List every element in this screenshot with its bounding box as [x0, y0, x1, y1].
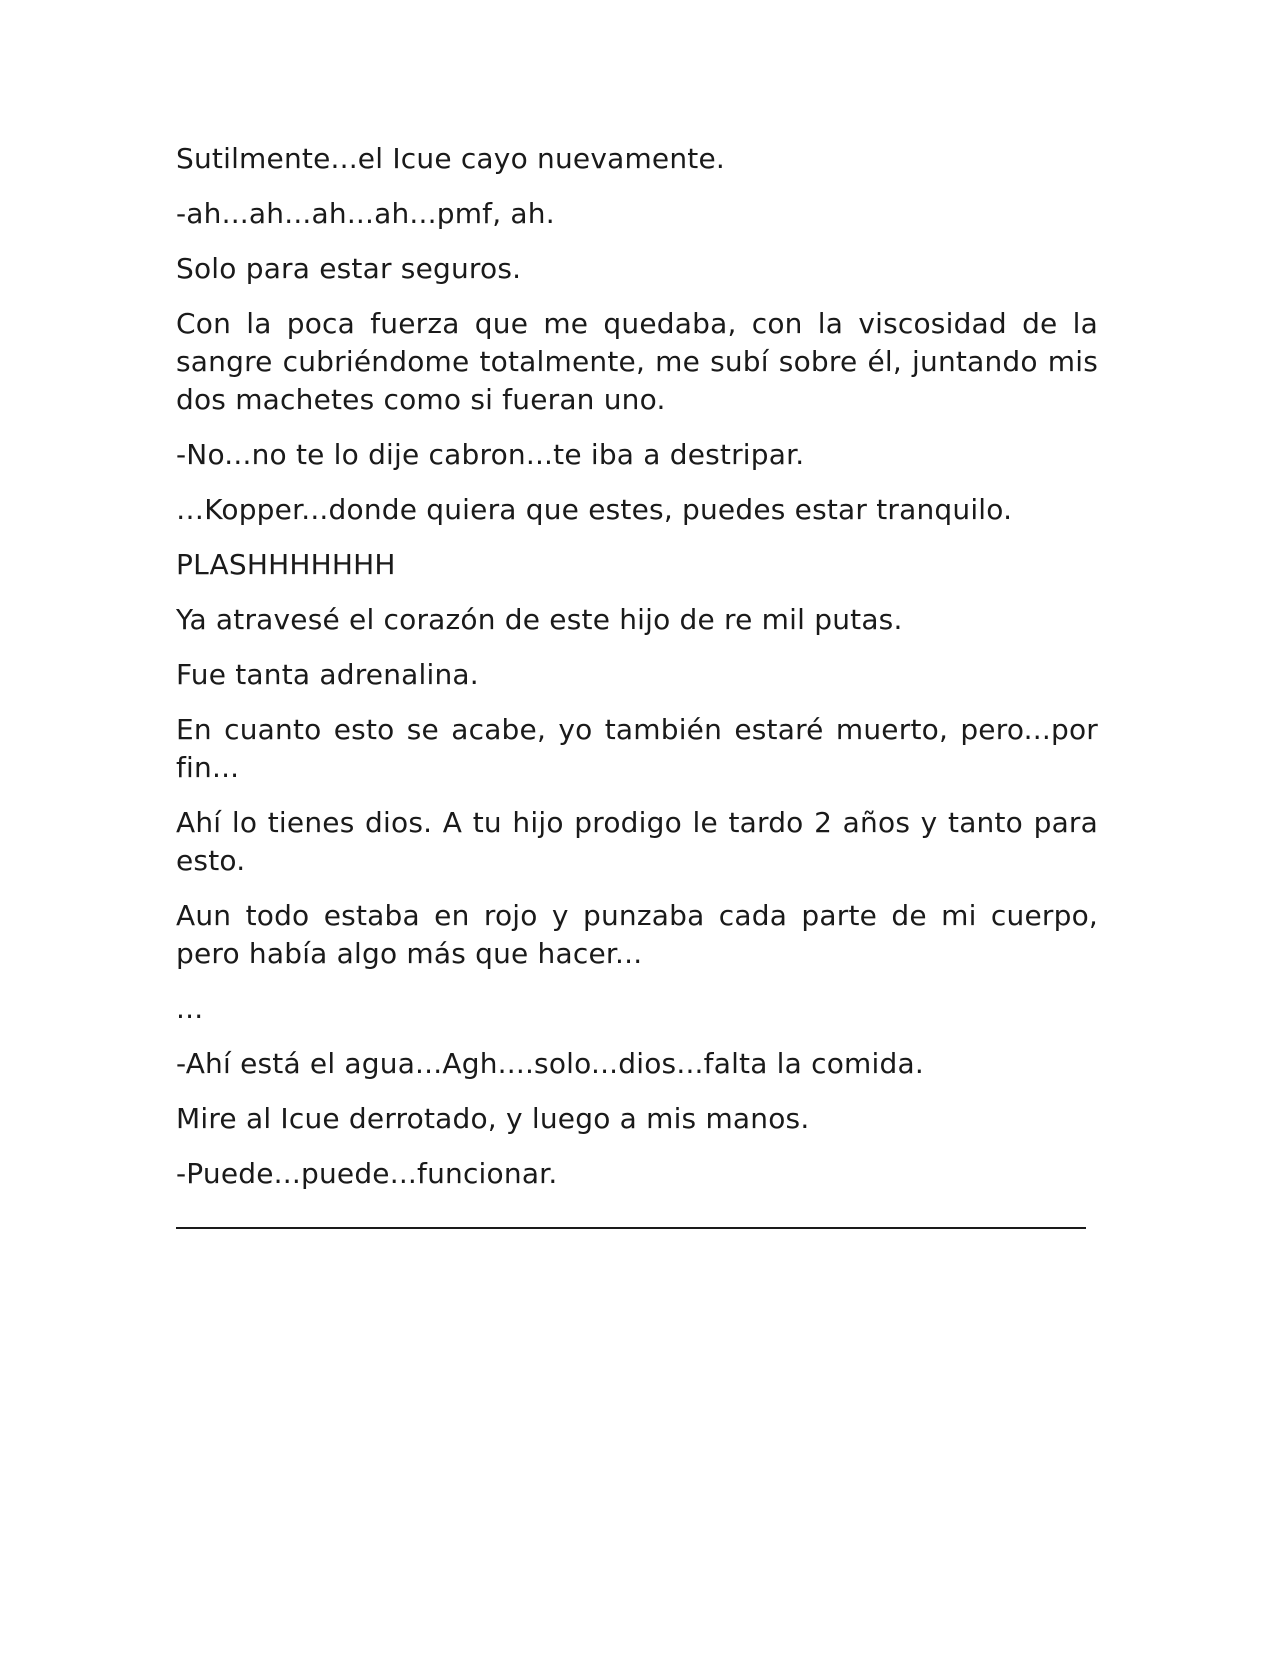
- paragraph: Ahí lo tienes dios. A tu hijo prodigo le tardo 2 años y tanto para esto.: [176, 806, 1098, 877]
- paragraph: Fue tanta adrenalina.: [176, 658, 479, 691]
- paragraph: -Puede...puede...funcionar.: [176, 1157, 558, 1190]
- paragraph: Con la poca fuerza que me quedaba, con la viscosidad de la sangre cubriéndome totalmente, me subí sobre él, juntando mis dos machetes como si fueran uno.: [176, 307, 1098, 416]
- paragraph: PLASHHHHHHH: [176, 548, 396, 581]
- paragraph: …Kopper...donde quiera que estes, puedes estar tranquilo.: [176, 493, 1013, 526]
- paragraph: Aun todo estaba en rojo y punzaba cada parte de mi cuerpo, pero había algo más que hacer...: [176, 899, 1098, 970]
- paragraph: -ah...ah...ah...ah...pmf, ah.: [176, 197, 555, 230]
- paragraph: Ya atravesé el corazón de este hijo de re mil putas.: [176, 603, 903, 636]
- paragraph: Sutilmente...el Icue cayo nuevamente.: [176, 142, 725, 175]
- paragraph: -Ahí está el agua...Agh....solo...dios...falta la comida.: [176, 1047, 924, 1080]
- paragraph: En cuanto esto se acabe, yo también estaré muerto, pero...por fin...: [176, 713, 1098, 784]
- document-page: [176, 140, 1098, 1229]
- paragraph: ...: [176, 992, 204, 1025]
- paragraph: Solo para estar seguros.: [176, 252, 522, 285]
- paragraph: -No...no te lo dije cabron...te iba a destripar.: [176, 438, 805, 471]
- horizontal-rule: [176, 1227, 1086, 1229]
- paragraph: Mire al Icue derrotado, y luego a mis manos.: [176, 1102, 810, 1135]
